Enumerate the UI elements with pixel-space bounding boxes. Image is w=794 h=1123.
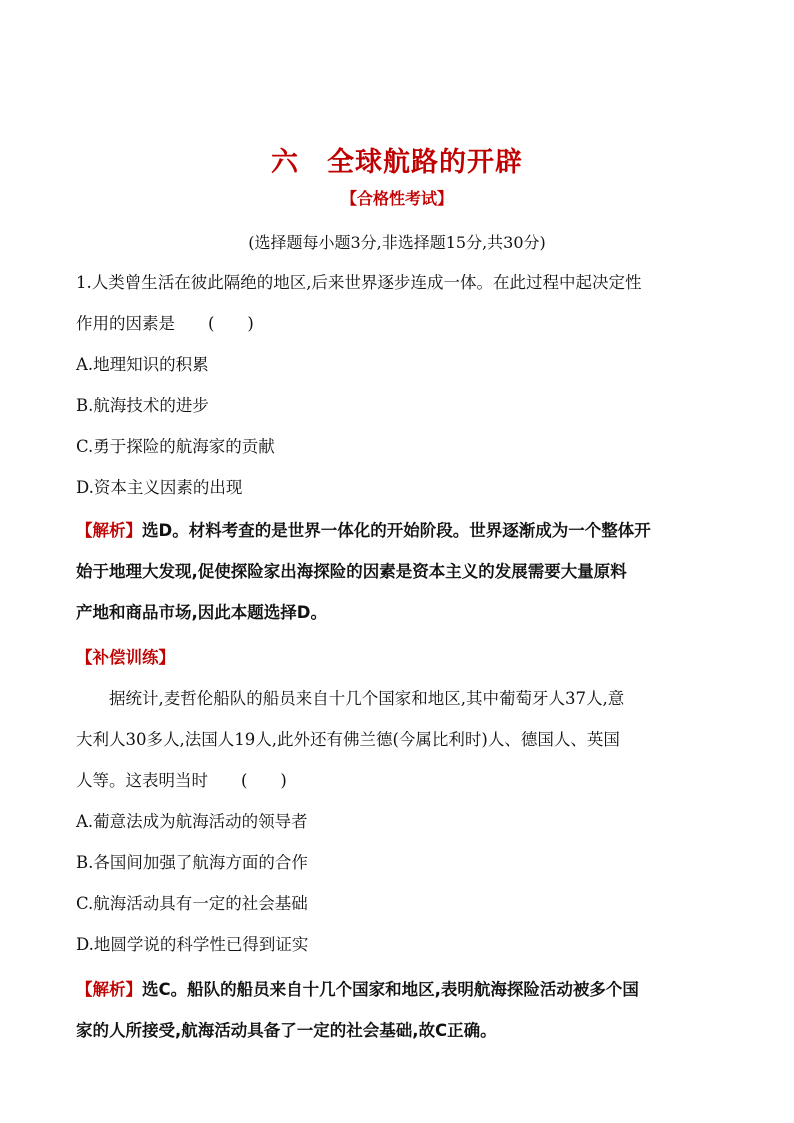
option-d: D.资本主义因素的出现 xyxy=(76,478,243,497)
option-c: C.勇于探险的航海家的贡献 xyxy=(76,437,275,456)
question-2-stem xyxy=(76,678,726,801)
option-a: A.地理知识的积累 xyxy=(76,355,209,374)
chapter-title: 全球航路的开辟 xyxy=(327,147,523,178)
question-2-line-3: 人等。这表明当时 ( ) xyxy=(76,771,287,790)
question-2-options xyxy=(76,801,726,965)
question-2-line-1: 据统计,麦哲伦船队的船员来自十几个国家和地区,其中葡萄牙人37人,意 xyxy=(109,689,625,708)
question-1-options xyxy=(76,344,726,508)
section-label: 【合格性考试】 xyxy=(340,189,453,208)
question-2-line-2: 大利人30多人,法国人19人,此外还有佛兰德(今属比利时)人、德国人、英国 xyxy=(76,730,620,749)
page-title xyxy=(0,140,794,179)
option-d: D.地圆学说的科学性已得到证实 xyxy=(76,935,309,954)
option-b: B.航海技术的进步 xyxy=(76,396,209,415)
analysis-tag: 【解析】 xyxy=(76,521,142,540)
option-b: B.各国间加强了航海方面的合作 xyxy=(76,853,308,872)
option-c: C.航海活动具有一定的社会基础 xyxy=(76,894,308,913)
question-2-analysis xyxy=(76,969,726,1051)
analysis-line-2: 家的人所接受,航海活动具备了一定的社会基础,故C正确。 xyxy=(76,1021,497,1040)
option-a: A.葡意法成为航海活动的领导者 xyxy=(76,812,308,831)
question-1-analysis xyxy=(76,510,726,633)
question-1-line-2: 作用的因素是 ( ) xyxy=(76,314,254,333)
analysis-line-2: 始于地理大发现,促使探险家出海探险的因素是资本主义的发展需要大量原料 xyxy=(76,562,627,581)
analysis-line-1: 选C。船队的船员来自十几个国家和地区,表明航海探险活动被多个国 xyxy=(142,980,639,999)
analysis-line-1: 选D。材料考查的是世界一体化的开始阶段。世界逐渐成为一个整体开 xyxy=(142,521,651,540)
score-note: (选择题每小题3分,非选择题15分,共30分) xyxy=(248,233,546,252)
question-1-line-1: 1.人类曾生活在彼此隔绝的地区,后来世界逐步连成一体。在此过程中起决定性 xyxy=(76,273,642,292)
compensation-training-heading xyxy=(76,637,726,678)
chapter-number: 六 xyxy=(271,147,299,178)
analysis-line-3: 产地和商品市场,因此本题选择D。 xyxy=(76,603,327,622)
analysis-tag: 【解析】 xyxy=(76,980,142,999)
question-1-stem xyxy=(76,262,726,344)
section-tag: 【补偿训练】 xyxy=(76,648,175,667)
